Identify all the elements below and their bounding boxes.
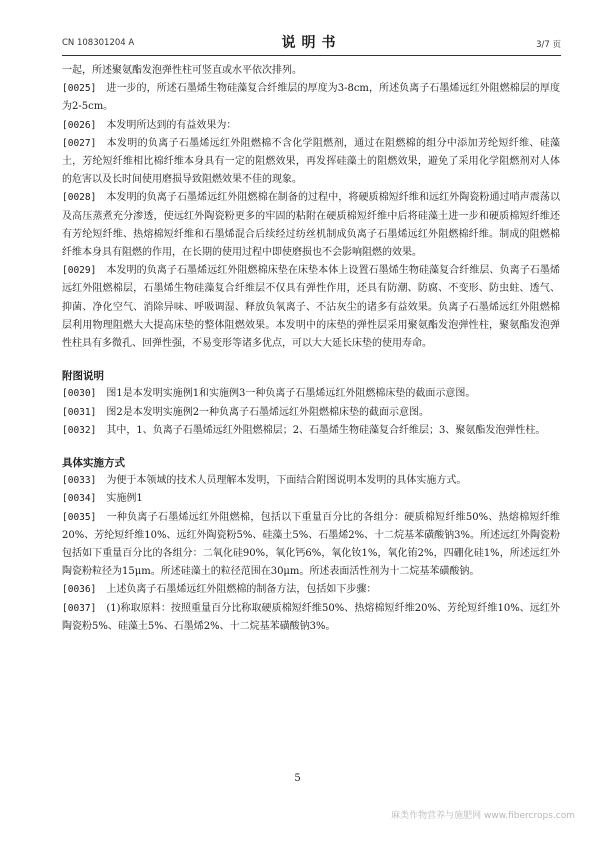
paragraph xyxy=(62,117,560,135)
paragraph-number: [0035] xyxy=(62,511,97,523)
paragraph xyxy=(62,80,560,116)
page-number: 5 xyxy=(294,773,301,784)
paragraph-number: [0031] xyxy=(62,406,97,418)
paragraph-text: 本发明的负离子石墨烯远红外阻燃棉不含化学阻燃剂，通过在阻燃棉的组分中添加芳纶短纤维、硅藻土，芳纶短纤维相比棉纤维本身具有一定的阻燃效果，再发挥硅藻土的阻燃效果，避免了采用化学阻燃剂对人体的危害以及长时间使用磨损导致阻燃效果不佳的现象。 xyxy=(62,137,560,186)
paragraph-text: 本发明的负离子石墨烯远红外阻燃棉在制备的过程中，将硬质棉短纤维和远红外陶瓷粉通过哨声震荡以及高压蒸煮充分渗透，使远红外陶瓷粉更多的牢固的粘附在硬质棉短纤维中后将硅藻土进一步和硬质棉短纤维还有芳纶短纤维、热熔棉短纤维和石墨烯混合后续经过纺丝机制成负离子石墨烯远红外阻燃棉纤维。制成的阻燃棉纤维本身具有阻燃的作用，在长期的使用过程中即使磨损也不会影响阻燃的效果。 xyxy=(62,192,560,259)
section-heading: 附图说明 xyxy=(62,370,104,383)
document-body xyxy=(62,62,560,636)
document-title: 说明书 xyxy=(281,35,342,51)
paragraph xyxy=(62,600,560,636)
paragraph-number: [0028] xyxy=(62,192,97,204)
paragraph-number: [0037] xyxy=(62,602,97,614)
paragraph-number: [0029] xyxy=(62,265,97,277)
section-heading: 具体实施方式 xyxy=(62,457,125,470)
header-rule xyxy=(62,55,561,56)
paragraph-text: 上述负离子石墨烯远红外阻燃棉的制备方法，包括如下步骤： xyxy=(106,584,377,596)
paragraph xyxy=(62,385,560,403)
page-header xyxy=(62,30,561,50)
paragraph-number: [0030] xyxy=(62,388,97,400)
paragraph xyxy=(62,490,560,508)
patent-number: CN 108301204 A xyxy=(62,38,135,48)
paragraph-number: [0034] xyxy=(62,493,97,505)
paragraph-text: 本发明所达到的有益效果为： xyxy=(106,119,237,131)
paragraph-number: [0036] xyxy=(62,584,97,596)
paragraph-text: 实施例1 xyxy=(106,493,143,505)
paragraph xyxy=(62,62,560,80)
paragraph-text: (1)称取原料：按照重量百分比称取硬质棉短纤维50%、热熔棉短纤维20%、芳纶短纤维10%、远红外陶瓷粉5%、硅藻土5%、石墨烯2%、十二烷基苯磺酸钠3%。 xyxy=(62,602,560,632)
paragraph xyxy=(62,509,560,582)
paragraph-text: 为便于本领域的技术人员理解本发明，下面结合附图说明本发明的具体实施方式。 xyxy=(106,475,467,487)
paragraph-text: 一起，所述聚氨酯发泡弹性柱可竖直或水平依次排列。 xyxy=(62,65,302,76)
paragraph-text: 本发明的负离子石墨烯远红外阻燃棉床垫在床垫本体上设置石墨烯生物硅藻复合纤维层、负离子石墨烯远红外阻燃棉层，石墨烯生物硅藻复合纤维层不仅具有弹性作用，还具有防潮、防腐、不变形、防虫蛀、透气、抑菌、净化空气、消除异味、呼吸调湿、释放负氧离子、不沾灰尘的诸多有益效果。负离子石墨烯远红外阻燃棉层利用物理阻燃大大提高床垫的整体阻燃效果。本发明中的床垫的弹性层采用聚氨酯发泡弹性柱，聚氨酯发泡弹性柱具有多微孔、回弹性强，不易变形等诸多优点，可以大大延长床垫的使用寿命。 xyxy=(62,265,560,350)
paragraph xyxy=(62,262,560,353)
paragraph xyxy=(62,189,560,262)
section-gap xyxy=(62,353,560,367)
paragraph-number: [0033] xyxy=(62,475,97,487)
section-gap xyxy=(62,440,560,454)
paragraph xyxy=(62,581,560,599)
paragraph-text: 一种负离子石墨烯远红外阻燃棉，包括以下重量百分比的各组分：硬质棉短纤维50%、热熔棉短纤维20%、芳纶短纤维10%、远红外陶瓷粉5%、硅藻土5%、石墨烯2%、十二烷基苯磺酸钠3%。所述远红外陶瓷粉包括如下重量百分比的各组分：二氧化硅90%，氧化钙6%，氧化钕1%，氧化铕2%，四硼化硅1%，所述远红外陶瓷粉粒径为15μm。所述硅藻土的粒径范围在30μm。所述表面活性剂为十二烷基苯磺酸钠。 xyxy=(62,511,560,578)
paragraph-number: [0025] xyxy=(62,83,97,95)
paragraph-number: [0027] xyxy=(62,137,97,149)
paragraph-number: [0026] xyxy=(62,119,97,131)
page-indicator: 3/7 页 xyxy=(536,40,561,50)
paragraph-text: 进一步的，所述石墨烯生物硅藻复合纤维层的厚度为3-8cm，所述负离子石墨烯远红外阻燃棉层的厚度为2-5cm。 xyxy=(62,83,560,113)
paragraph-text: 图2是本发明实施例2一种负离子石墨烯远红外阻燃棉床垫的截面示意图。 xyxy=(106,406,430,418)
site-watermark: 麻类作物营养与施肥网 www.fibercrops.com xyxy=(391,811,575,821)
paragraph-text: 其中，1、负离子石墨烯远红外阻燃棉层；2、石墨烯生物硅藻复合纤维层；3、聚氨酯发泡弹性柱。 xyxy=(106,424,546,436)
paragraph-number: [0032] xyxy=(62,424,97,436)
paragraph-text: 图1是本发明实施例1和实施例3一种负离子石墨烯远红外阻燃棉床垫的截面示意图。 xyxy=(106,388,476,400)
paragraph xyxy=(62,404,560,422)
paragraph xyxy=(62,472,560,490)
paragraph xyxy=(62,135,560,190)
paragraph xyxy=(62,422,560,440)
